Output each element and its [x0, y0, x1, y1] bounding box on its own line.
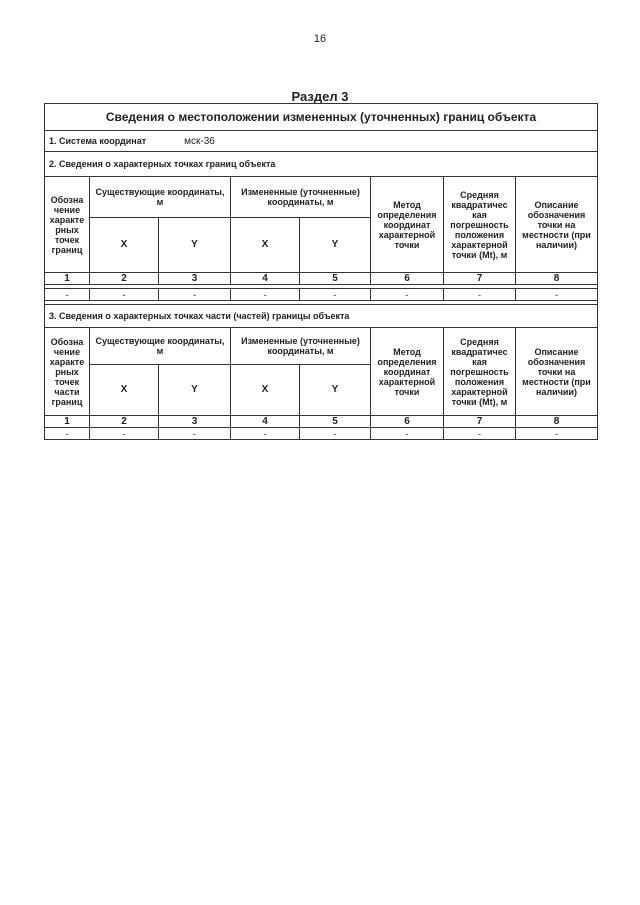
s2-col-point: Обозна чение характе рных точек границ	[45, 177, 90, 273]
s2-cell: -	[516, 289, 598, 301]
coord-system-row	[45, 131, 598, 152]
s3-col-method: Метод определения координат характерной точки	[371, 328, 444, 416]
s2-num: 5	[300, 273, 371, 285]
s3-existing-y: Y	[159, 365, 231, 416]
s3-col-desc: Описание обозначения точки на местности (при наличии)	[516, 328, 598, 416]
s3-num: 7	[444, 416, 516, 428]
s2-num: 8	[516, 273, 598, 285]
s3-num: 3	[159, 416, 231, 428]
s3-cell: -	[90, 428, 159, 440]
table-title: Сведения о местоположении измененных (уточненных) границ объекта	[45, 104, 598, 131]
s2-numbers-row	[45, 273, 598, 285]
s3-cell: -	[516, 428, 598, 440]
s2-col-method: Метод определения координат характерной точки	[371, 177, 444, 273]
s3-cell: -	[444, 428, 516, 440]
s3-num: 8	[516, 416, 598, 428]
s2-col-existing: Существующие координаты, м	[90, 177, 231, 218]
s3-changed-x: X	[231, 365, 300, 416]
s2-cell: -	[444, 289, 516, 301]
s2-cell: -	[300, 289, 371, 301]
boundary-table	[44, 103, 598, 440]
s3-cell: -	[45, 428, 90, 440]
s3-num: 5	[300, 416, 371, 428]
s3-num: 6	[371, 416, 444, 428]
s2-col-changed: Измененные (уточненные) координаты, м	[231, 177, 371, 218]
s2-cell: -	[45, 289, 90, 301]
s3-cell: -	[371, 428, 444, 440]
s2-existing-y: Y	[159, 218, 231, 273]
s2-cell: -	[90, 289, 159, 301]
s3-cell: -	[159, 428, 231, 440]
page-number: 16	[313, 33, 327, 45]
s2-data-row	[45, 289, 598, 301]
s2-num: 1	[45, 273, 90, 285]
s2-col-desc: Описание обозначения точки на местности (при наличии)	[516, 177, 598, 273]
s2-changed-y: Y	[300, 218, 371, 273]
s2-existing-x: X	[90, 218, 159, 273]
s3-existing-x: X	[90, 365, 159, 416]
s3-col-error: Средняя квадратичес кая погрешность положения характерной точки (Mt), м	[444, 328, 516, 416]
s2-col-error: Средняя квадратичес кая погрешность положения характерной точки (Mt), м	[444, 177, 516, 273]
s3-col-existing: Существующие координаты, м	[90, 328, 231, 365]
s2-num: 4	[231, 273, 300, 285]
s3-col-point: Обозна чение характе рных точек части границ	[45, 328, 90, 416]
s3-changed-y: Y	[300, 365, 371, 416]
s3-num: 1	[45, 416, 90, 428]
s3-numbers-row	[45, 416, 598, 428]
s3-data-row	[45, 428, 598, 440]
s3-cell: -	[231, 428, 300, 440]
s3-col-changed: Измененные (уточненные) координаты, м	[231, 328, 371, 365]
coord-system-value: мск-36	[184, 135, 215, 147]
section2-title: 2. Сведения о характерных точках границ объекта	[45, 152, 598, 177]
s2-num: 6	[371, 273, 444, 285]
s3-num: 4	[231, 416, 300, 428]
s2-num: 7	[444, 273, 516, 285]
s3-num: 2	[90, 416, 159, 428]
s2-num: 2	[90, 273, 159, 285]
s2-cell: -	[159, 289, 231, 301]
section3-title: 3. Сведения о характерных точках части (частей) границы объекта	[45, 305, 598, 328]
s2-changed-x: X	[231, 218, 300, 273]
section-title: Раздел 3	[291, 89, 349, 104]
s3-cell: -	[300, 428, 371, 440]
s2-cell: -	[371, 289, 444, 301]
s2-num: 3	[159, 273, 231, 285]
coord-system-label: 1. Система координат	[49, 135, 147, 146]
s2-cell: -	[231, 289, 300, 301]
